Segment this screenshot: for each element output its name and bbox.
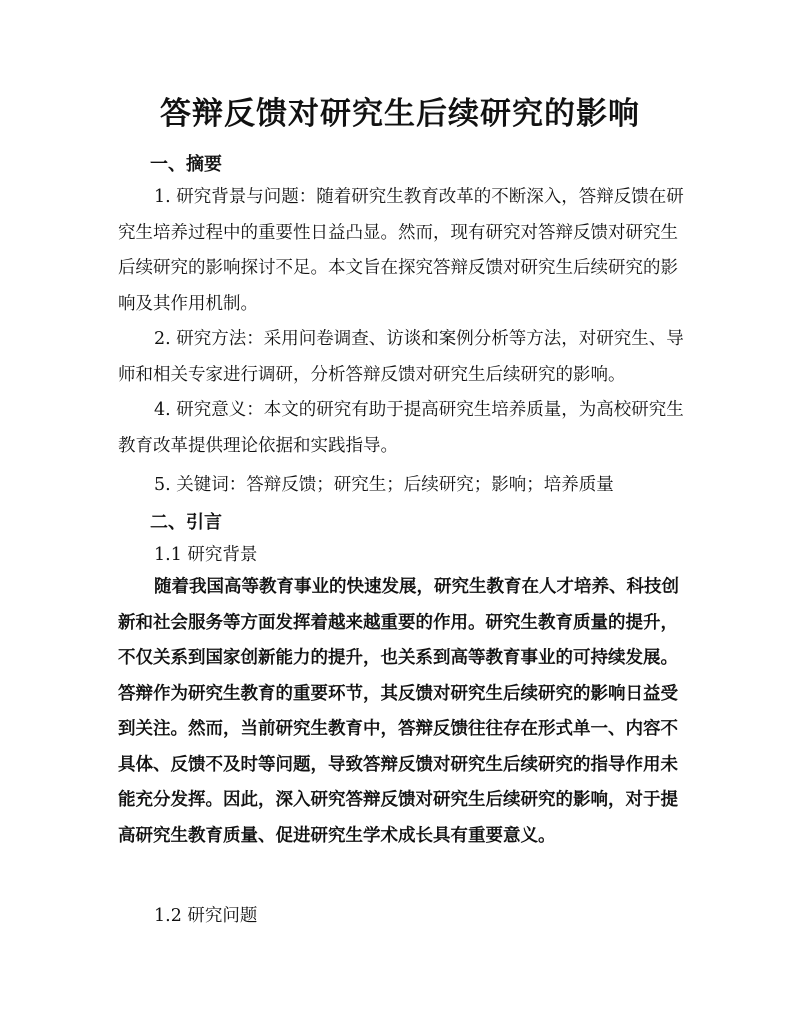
- intro-heading: 二、引言: [150, 512, 222, 533]
- subsection-1-2-heading: 1.2 研究问题: [154, 906, 258, 926]
- abstract-paragraph-1: 1. 研究背景与问题：随着研究生教育改革的不断深入，答辩反馈在研究生培养过程中的重要性日益凸显。然而，现有研究对答辩反馈对研究生后续研究的影响探讨不足。本文旨在探究答辩反馈对研究生后续研究的影响及其作用机制。: [118, 187, 684, 314]
- abstract-paragraph-3: 4. 研究意义：本文的研究有助于提高研究生培养质量，为高校研究生教育改革提供理论依据和实践指导。: [118, 400, 684, 456]
- abstract-paragraph-2: 2. 研究方法：采用问卷调查、访谈和案例分析等方法，对研究生、导师和相关专家进行调研，分析答辩反馈对研究生后续研究的影响。: [118, 329, 684, 385]
- subsection-1-1-heading: 1.1 研究背景: [154, 545, 258, 565]
- keywords-line: 5. 关键词：答辩反馈；研究生；后续研究；影响；培养质量: [154, 475, 614, 495]
- intro-paragraph-1: 随着我国高等教育事业的快速发展，研究生教育在人才培养、科技创新和社会服务等方面发挥着越来越重要的作用。研究生教育质量的提升，不仅关系到国家创新能力的提升，也关系到高等教育事业的可持续发展。答辩作为研究生教育的重要环节，其反馈对研究生后续研究的影响日益受到关注。然而，当前研究生教育中，答辩反馈往往存在形式单一、内容不具体、反馈不及时等问题，导致答辩反馈对研究生后续研究的指导作用未能充分发挥。因此，深入研究答辩反馈对研究生后续研究的影响，对于提高研究生教育质量、促进研究生学术成长具有重要意义。: [118, 577, 679, 846]
- abstract-heading: 一、摘要: [150, 154, 222, 175]
- page-title: 答辩反馈对研究生后续研究的影响: [160, 96, 640, 132]
